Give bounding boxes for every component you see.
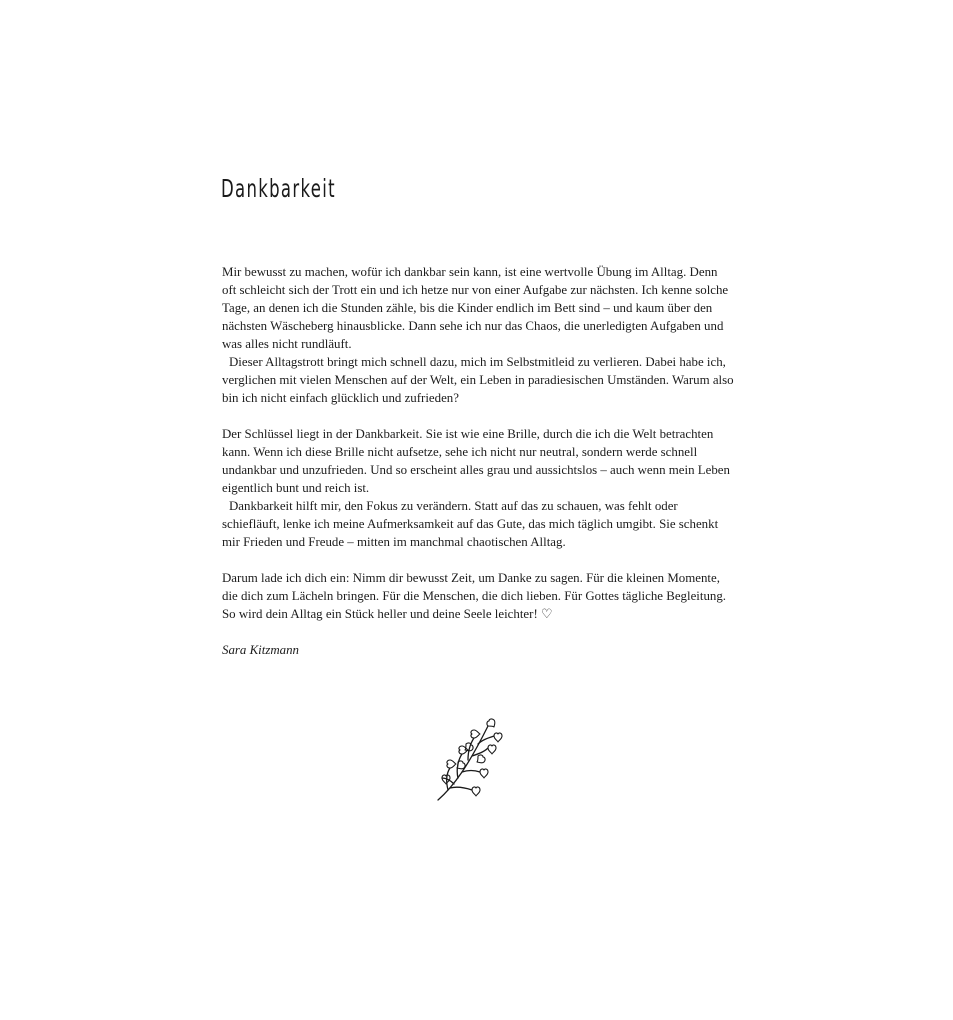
page-title: Dankbarkeit: [221, 174, 336, 203]
paragraph-5: Darum lade ich dich ein: Nimm dir bewusst Zeit, um Danke zu sagen. Für die kleinen Momente, die dich zum Lächeln bringen. Für die Menschen, die dich lieben. Für Gottes tägliche Begleitung. So wird dein Alltag ein Stück heller und deine Seele leichter! ♡: [222, 571, 727, 621]
paragraph-2: Dieser Alltagstrott bringt mich schnell dazu, mich im Selbstmitleid zu verlieren. Dabei habe ich, verglichen mit vielen Menschen auf der Welt, ein Leben in paradiesischen Umständen. Warum also bin ich nicht einfach glücklich und zufrieden?: [222, 355, 734, 405]
paragraph-3: Der Schlüssel liegt in der Dankbarkeit. Sie ist wie eine Brille, durch die ich die Welt betrachten kann. Wenn ich diese Brille nicht aufsetze, sehe ich nicht nur neutral, sondern werde schnell undankbar und unzufrieden. Und so erscheint alles grau und aussichtslos – auch wenn mein Leben eigentlich bunt und reich ist.: [222, 427, 730, 495]
heart-sprig-icon: [432, 716, 504, 806]
paragraph-4: Dankbarkeit hilft mir, den Fokus zu verändern. Statt auf das zu schauen, was fehlt oder schiefläuft, lenke ich meine Aufmerksamkeit auf das Gute, das mich täglich umgibt. Sie schenkt mir Frieden und Freude – mitten im manchmal chaotischen Alltag.: [222, 499, 719, 549]
paragraph-1: Mir bewusst zu machen, wofür ich dankbar sein kann, ist eine wertvolle Übung im Alltag. Denn oft schleicht sich der Trott ein und ich hetze nur von einer Aufgabe zur nächsten. Ich kenne solche Tage, an denen ich die Stunden zähle, bis die Kinder endlich im Bett sind – und kaum über den nächsten Wäscheberg hinausblicke. Dann sehe ich nur das Chaos, die unerledigten Aufgaben und was alles nicht rundläuft.: [222, 265, 729, 351]
author-signature: Sara Kitzmann: [222, 643, 299, 657]
heart-leaves: [442, 719, 502, 796]
body-text: [222, 263, 734, 659]
